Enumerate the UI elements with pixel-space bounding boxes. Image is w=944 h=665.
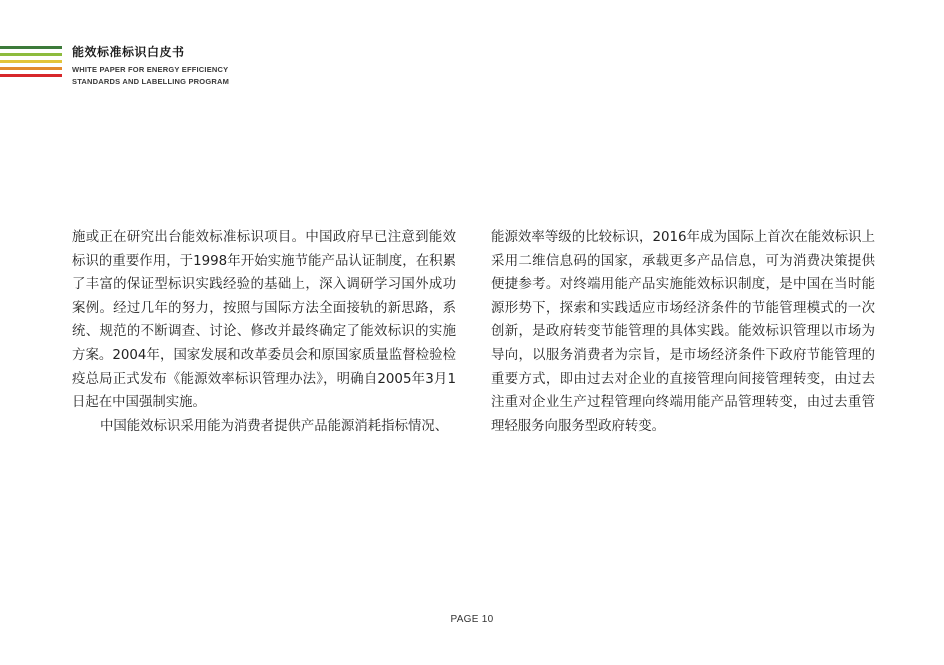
stripe-yellow	[0, 60, 62, 63]
stripe-orange	[0, 67, 62, 70]
stripe-light-green	[0, 53, 62, 56]
header-subtitle-line1: WHITE PAPER FOR ENERGY EFFICIENCY	[72, 65, 229, 74]
paragraph: 施或正在研究出台能效标准标识项目。中国政府早已注意到能效标识的重要作用，于1998年开始实施节能产品认证制度，在积累了丰富的保证型标识实践经验的基础上，深入调研学习国外成功案例。经过几年的努力，按照与国际方法全面接轨的新思路，系统、规范的不断调查、讨论、修改并最终确定了能效标识的实施方案。2004年，国家发展和改革委员会和原国家质量监督检验检疫总局正式发布《能源效率标识管理办法》，明确自2005年3月1日起在中国强制实施。	[72, 230, 456, 411]
stripe-red	[0, 74, 62, 77]
paragraph: 能源效率等级的比较标识，2016年成为国际上首次在能效标识上采用二维信息码的国家，承载更多产品信息，可为消费决策提供便捷参考。对终端用能产品实施能效标识制度，是中国在当时能源形势下，探索和实践适应市场经济条件的节能管理模式的一次创新，是政府转变节能管理的具体实践。能效标识管理以市场为导向，以服务消费者为宗旨，是市场经济条件下政府节能管理的重要方式，即由过去对企业的直接管理向间接管理转变，由过去注重对企业生产过程管理向终端用能产品管理转变，由过去重管理轻服务向服务型政府转变。	[491, 230, 875, 434]
body-column-right	[491, 226, 875, 438]
header-color-stripes	[0, 46, 62, 81]
page-number: PAGE 10	[450, 614, 494, 625]
body-column-left	[72, 226, 456, 438]
header-title: 能效标准标识白皮书	[72, 45, 185, 59]
header-subtitle	[72, 64, 229, 88]
paragraph: 中国能效标识采用能为消费者提供产品能源消耗指标情况、	[100, 418, 449, 434]
stripe-green	[0, 46, 62, 49]
header-subtitle-line2: STANDARDS AND LABELLING PROGRAM	[72, 77, 230, 86]
